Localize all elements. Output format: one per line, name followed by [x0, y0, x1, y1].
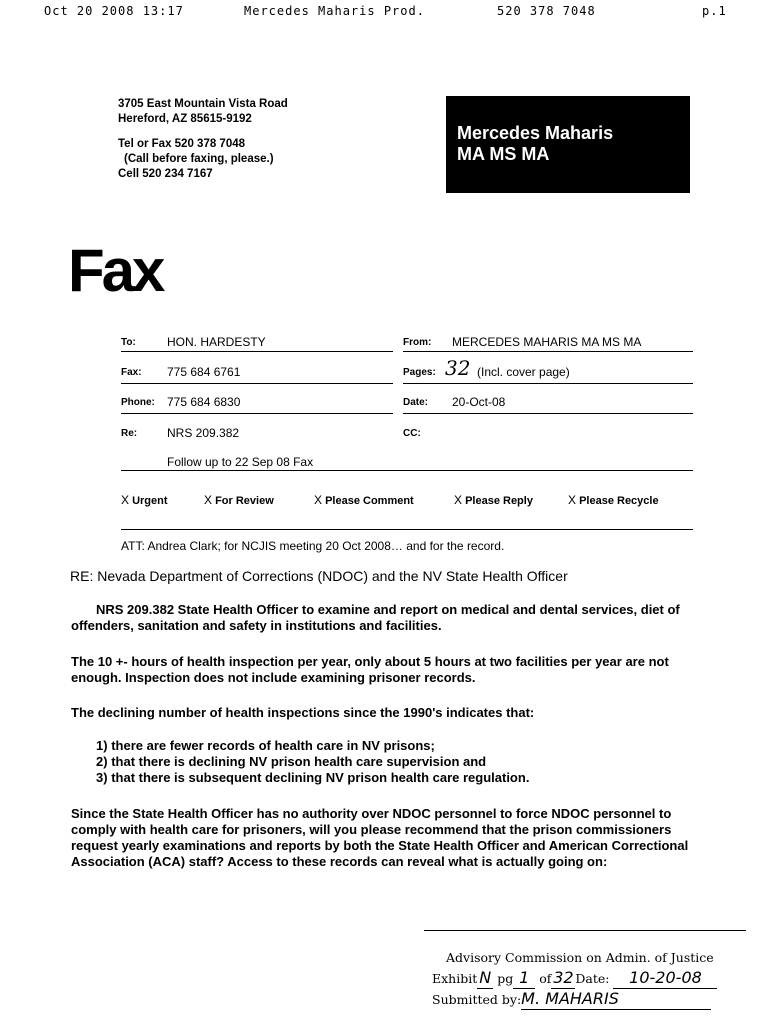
divider: [403, 413, 693, 414]
list-item: 3) that there is subsequent declining NV prison health care regulation.: [96, 770, 530, 785]
handling-options: [0, 493, 770, 509]
fax-page-number: p.1: [702, 4, 727, 18]
exhibit-stamp: [432, 948, 717, 1010]
declining-intro: The declining number of health inspections since the 1990's indicates that:: [71, 705, 535, 720]
fax-transmission-header: [0, 4, 770, 24]
body-closing-paragraph: [71, 806, 701, 870]
to-label: To:: [121, 337, 136, 348]
phone-value: 775 684 6830: [167, 395, 241, 409]
fax-phone: 520 378 7048: [497, 4, 596, 18]
address-tel-fax: Tel or Fax 520 378 7048: [118, 138, 246, 150]
option-urgent: X Urgent: [121, 493, 168, 507]
document-title: Fax: [68, 237, 163, 304]
pages-value: 32: [445, 356, 471, 380]
att-line: ATT: Andrea Clark; for NCJIS meeting 20 Oct 2008… and for the record.: [121, 539, 505, 553]
followup-note: Follow up to 22 Sep 08 Fax: [167, 455, 314, 469]
stamp-exhibit-line: Exhibit N pg 1 of 32 Date: 10-20-08: [432, 968, 717, 989]
address-street: 3705 East Mountain Vista Road: [118, 98, 288, 110]
body-hours-paragraph: [71, 654, 701, 686]
closing-paragraph: Since the State Health Officer has no authority over NDOC personnel to force NDOC personnel to comply with health care for prisoners, will you please recommend that the prison commissioners request yearly examinations and reports by both the State Health Officer and American Correctional Association (ACA) staff? Access to these records can reveal what is actually going on:: [71, 806, 689, 869]
address-cell: Cell 520 234 7167: [118, 168, 213, 180]
option-please-recycle: X Please Recycle: [568, 493, 659, 507]
list-item: 2) that there is declining NV prison health care supervision and: [96, 754, 487, 769]
list-item: 1) there are fewer records of health care in NV prisons;: [96, 738, 435, 753]
option-please-comment: X Please Comment: [314, 493, 414, 507]
divider: [121, 351, 393, 352]
divider: [121, 413, 393, 414]
pages-label: Pages:: [403, 367, 436, 378]
sender-address-block: [118, 97, 288, 182]
sender-degrees: MA MS MA: [457, 144, 550, 164]
divider: [403, 351, 693, 352]
re-value: NRS 209.382: [167, 426, 240, 440]
divider: [121, 529, 693, 530]
address-city: Hereford, AZ 85615-9192: [118, 113, 252, 125]
phone-label: Phone:: [121, 397, 155, 408]
date-value: 20-Oct-08: [452, 395, 506, 409]
fax-datetime: Oct 20 2008 13:17: [44, 4, 184, 18]
divider: [121, 470, 693, 471]
address-note: (Call before faxing, please.): [124, 153, 274, 165]
stamp-commission: Advisory Commission on Admin. of Justice: [446, 950, 714, 965]
divider: [424, 930, 746, 931]
declining-list: [96, 738, 696, 786]
nrs-paragraph: NRS 209.382 State Health Officer to examine and report on medical and dental services, diet of offenders, sanitation and safety in institutions and facilities.: [71, 602, 680, 633]
fax-value: 775 684 6761: [167, 365, 241, 379]
from-value: MERCEDES MAHARIS MA MS MA: [452, 335, 642, 349]
fax-label: Fax:: [121, 367, 142, 378]
option-please-reply: X Please Reply: [454, 493, 533, 507]
sender-name: Mercedes Maharis: [457, 123, 614, 143]
stamp-submitted-line: Submitted by:M. MAHARIS: [432, 989, 717, 1010]
hours-paragraph: The 10 +- hours of health inspection per year, only about 5 hours at two facilities per year are not enough. Inspection does not include examining prisoner records.: [71, 654, 669, 685]
pages-suffix: (Incl. cover page): [477, 365, 570, 379]
option-for-review: X For Review: [204, 493, 274, 507]
body-declining-intro: [71, 705, 701, 721]
re-label: Re:: [121, 428, 138, 439]
divider: [121, 383, 393, 384]
to-value: HON. HARDESTY: [167, 335, 266, 349]
divider: [403, 383, 693, 384]
cc-label: CC:: [403, 428, 421, 439]
sender-name-box: [446, 96, 690, 193]
fax-sender: Mercedes Maharis Prod.: [244, 4, 425, 18]
date-label: Date:: [403, 397, 429, 408]
from-label: From:: [403, 337, 432, 348]
re-subject-line: RE: Nevada Department of Corrections (NDOC) and the NV State Health Officer: [70, 568, 568, 584]
body-nrs-paragraph: [71, 602, 701, 634]
